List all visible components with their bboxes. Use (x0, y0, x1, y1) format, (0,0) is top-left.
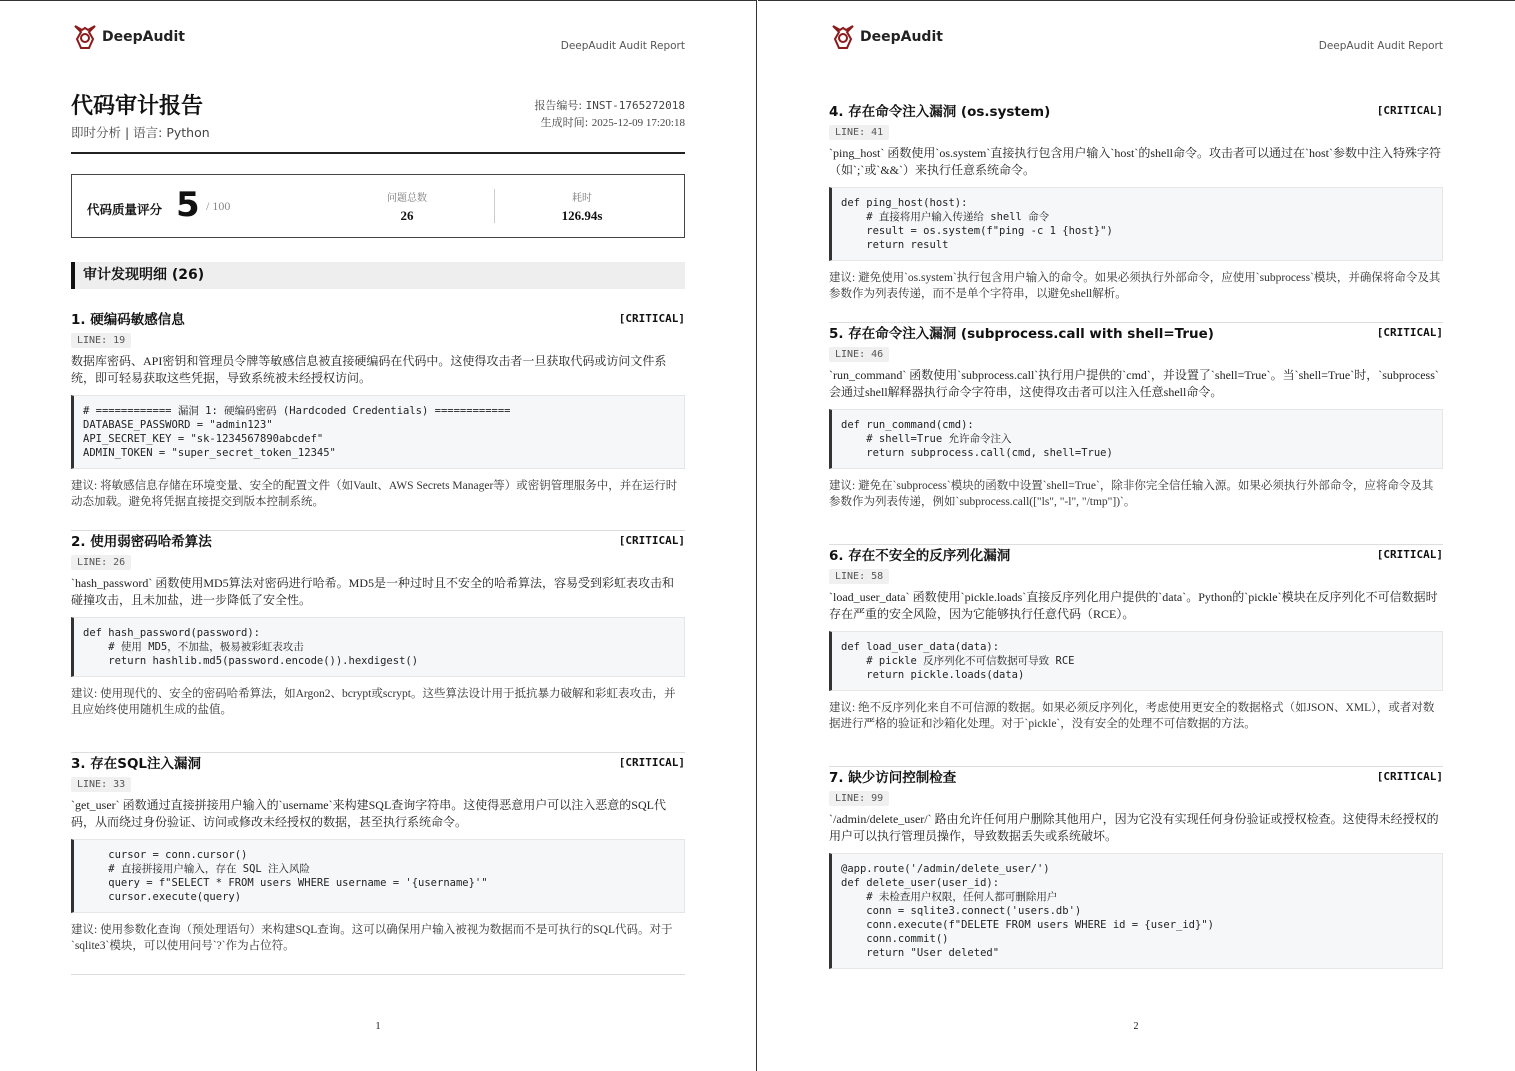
header-report-label: DeepAudit Audit Report (1318, 40, 1443, 52)
brand-name: DeepAudit (102, 29, 185, 45)
finding-suggestion: 建议: 避免使用`os.system`执行包含用户输入的命令。如果必须执行外部命令，应使用`subprocess`模块，并确保将命令及其参数作为列表传递，而不是单个字符串，以避免shell解析。 (829, 272, 1441, 300)
code-snippet: def load_user_data(data): # pickle 反序列化不可信数据可导致 RCE return pickle.loads(data) (829, 631, 1443, 691)
code-snippet: # ============ 漏洞 1: 硬编码密码 (Hardcoded Credentials) ============ DATABASE_PASSWORD = "admin123" API_SECRET_KEY = "sk-1234567890abcdef" ADMIN_TOKEN = "super_secret_token_12345" (71, 395, 685, 469)
finding-suggestion: 建议: 绝不反序列化来自不可信源的数据。如果必须反序列化，考虑使用更安全的数据格式（如JSON、XML），或者对数据进行严格的验证和沙箱化处理。对于`pickle`，没有安全的处理不可信数据的方法。 (829, 702, 1435, 730)
report-time-label: 生成时间: (540, 116, 589, 129)
finding-header (71, 753, 685, 771)
finding-title: 6. 存在不安全的反序列化漏洞 (829, 548, 1011, 564)
finding-title: 2. 使用弱密码哈希算法 (71, 534, 212, 550)
finding-description: `/admin/delete_user/` 路由允许任何用户删除其他用户，因为它没有实现任何身份验证或授权检查。这使得未经授权的用户可以执行管理员操作，导致数据丢失或系统破坏。 (829, 812, 1439, 843)
findings-list (71, 309, 685, 975)
report-meta (534, 97, 685, 132)
finding-item (829, 101, 1443, 323)
finding-suggestion: 建议: 使用参数化查询（预处理语句）来构建SQL查询。这可以确保用户输入被视为数据而不是可执行的SQL代码。对于`sqlite3`模块，可以使用问号`?`作为占位符。 (71, 924, 673, 952)
section-title: 审计发现明细 (26) (71, 262, 685, 289)
line-badge: LINE: 99 (829, 791, 889, 806)
severity-badge: [CRITICAL] (1376, 103, 1443, 117)
score-value: 5 (176, 185, 200, 225)
report-page-2 (758, 0, 1515, 1071)
finding-description: `load_user_data` 函数使用`pickle.loads`直接反序列化用户提供的`data`。Python的`pickle`模块在反序列化不可信数据时存在严重的安全风险，因为它能够执行任意代码（RCE）。 (829, 590, 1438, 621)
finding-header (829, 545, 1443, 563)
page-title: 代码审计报告 (71, 94, 204, 119)
finding-description: 数据库密码、API密钥和管理员令牌等敏感信息被直接硬编码在代码中。这使得攻击者一旦获取代码或访问文件系统，即可轻易获取这些凭据，导致系统被未经授权访问。 (71, 354, 667, 385)
finding-item (829, 767, 1443, 989)
issues-label: 问题总数 (387, 193, 427, 204)
duration-label: 耗时 (572, 193, 592, 204)
report-page-1 (0, 0, 757, 1071)
finding-description: `hash_password` 函数使用MD5算法对密码进行哈希。MD5是一种过时且不安全的哈希算法，容易受到彩虹表攻击和碰撞攻击，且未加盐，进一步降低了安全性。 (71, 576, 674, 607)
finding-title: 4. 存在命令注入漏洞 (os.system) (829, 104, 1051, 120)
code-snippet: cursor = conn.cursor() # 直接拼接用户输入，存在 SQL 注入风险 query = f"SELECT * FROM users WHERE username = '{username}'" cursor.execute(query) (71, 839, 685, 913)
code-snippet: @app.route('/admin/delete_user/') def delete_user(user_id): # 未检查用户权限，任何人都可删除用户 conn = sqlite3.connect('users.db') conn.execute(f"DELETE FROM users WHERE id = {user_id}") conn.commit() return "User deleted" (829, 853, 1443, 969)
stat-divider (494, 189, 495, 223)
code-snippet: def hash_password(password): # 使用 MD5，不加盐，极易被彩虹表攻击 return hashlib.md5(password.encode()).hexdigest() (71, 617, 685, 677)
brand-name: DeepAudit (860, 29, 943, 45)
line-badge: LINE: 46 (829, 347, 889, 362)
severity-badge: [CRITICAL] (618, 533, 685, 547)
code-snippet: def run_command(cmd): # shell=True 允许命令注入 return subprocess.call(cmd, shell=True) (829, 409, 1443, 469)
finding-suggestion: 建议: 将敏感信息存储在环境变量、安全的配置文件（如Vault、AWS Secrets Manager等）或密钥管理服务中，并在运行时动态加载。避免将凭据直接提交到版本控制系统。 (71, 480, 678, 508)
report-subtitle: 即时分析 | 语言: Python (71, 125, 210, 140)
deepaudit-logo-icon (71, 23, 99, 51)
finding-header (829, 101, 1443, 119)
line-badge: LINE: 58 (829, 569, 889, 584)
line-badge: LINE: 41 (829, 125, 889, 140)
finding-header (829, 323, 1443, 341)
report-time: 2025-12-09 17:20:18 (591, 117, 685, 129)
finding-suggestion: 建议: 避免在`subprocess`模块的函数中设置`shell=True`，除非你完全信任输入源。如果必须执行外部命令，应将命令及其参数作为列表传递，例如`subprocess.call(["ls", "-l", "/tmp"])`。 (829, 480, 1434, 508)
finding-title: 3. 存在SQL注入漏洞 (71, 756, 202, 772)
score-max: / 100 (206, 199, 231, 213)
line-badge: LINE: 26 (71, 555, 131, 570)
logo (829, 23, 943, 51)
finding-item (71, 531, 685, 753)
header-divider (71, 152, 685, 154)
severity-badge: [CRITICAL] (1376, 769, 1443, 783)
header-report-label: DeepAudit Audit Report (560, 40, 685, 52)
page-number: 2 (1133, 1021, 1139, 1032)
line-badge: LINE: 19 (71, 333, 131, 348)
severity-badge: [CRITICAL] (618, 311, 685, 325)
summary-box (71, 174, 685, 238)
logo (71, 23, 185, 51)
duration-value: 126.94s (561, 208, 603, 223)
finding-item (829, 545, 1443, 767)
finding-item (71, 753, 685, 975)
finding-suggestion: 建议: 使用现代的、安全的密码哈希算法，如Argon2、bcrypt或scrypt。这些算法设计用于抵抗暴力破解和彩虹表攻击，并且应始终使用随机生成的盐值。 (71, 688, 676, 716)
finding-description: `get_user` 函数通过直接拼接用户输入的`username`来构建SQL查询字符串。这使得恶意用户可以注入恶意的SQL代码，从而绕过身份验证、访问或修改未经授权的数据，甚至执行系统命令。 (71, 798, 666, 829)
score-label: 代码质量评分 (87, 202, 163, 217)
finding-description: `run_command` 函数使用`subprocess.call`执行用户提供的`cmd`，并设置了`shell=True`。当`shell=True`时，`subprocess`会通过shell解释器执行命令字符串，这使得攻击者可以注入任意shell命令。 (829, 368, 1439, 399)
code-snippet: def ping_host(host): # 直接将用户输入传递给 shell 命令 result = os.system(f"ping -c 1 {host}") return result (829, 187, 1443, 261)
issues-stat (322, 189, 492, 224)
finding-description: `ping_host` 函数使用`os.system`直接执行包含用户输入`host`的shell命令。攻击者可以通过在`host`参数中注入特殊字符（如`;`或`&&`）来执行任意系统命令。 (829, 146, 1441, 177)
severity-badge: [CRITICAL] (1376, 325, 1443, 339)
finding-header (71, 531, 685, 549)
line-badge: LINE: 33 (71, 777, 131, 792)
deepaudit-logo-icon (829, 23, 857, 51)
report-id: INST-1765272018 (585, 99, 685, 112)
report-id-label: 报告编号: (534, 99, 583, 112)
severity-badge: [CRITICAL] (618, 755, 685, 769)
page-number: 1 (375, 1021, 381, 1032)
finding-title: 1. 硬编码敏感信息 (71, 312, 185, 328)
finding-item (829, 323, 1443, 545)
finding-title: 5. 存在命令注入漏洞 (subprocess.call with shell=True) (829, 326, 1214, 342)
duration-stat (497, 189, 667, 224)
issues-value: 26 (400, 208, 414, 223)
finding-header (71, 309, 685, 327)
severity-badge: [CRITICAL] (1376, 547, 1443, 561)
finding-title: 7. 缺少访问控制检查 (829, 770, 957, 786)
finding-item (71, 309, 685, 531)
findings-list (829, 101, 1443, 989)
finding-header (829, 767, 1443, 785)
